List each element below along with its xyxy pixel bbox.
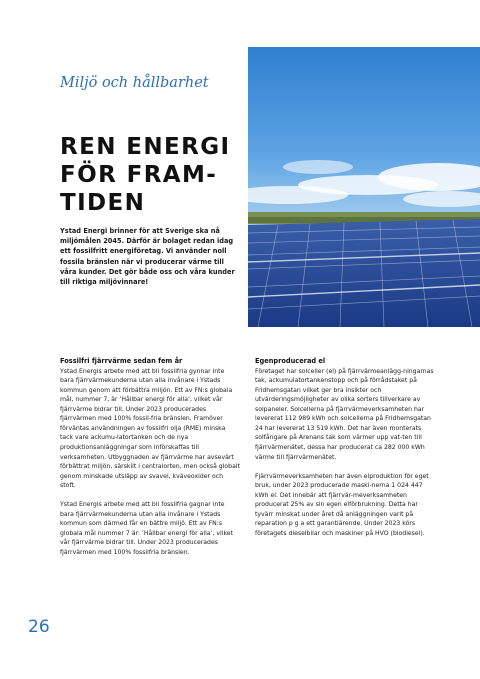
fossil-free-district-heating-column <box>60 357 240 557</box>
headline-line-3: TIDEN <box>60 190 146 216</box>
headline-line-1: REN ENERGI <box>60 134 231 160</box>
column-heading: Egenproducerad el <box>255 357 326 365</box>
page-headline <box>60 133 240 217</box>
headline-line-2: FÖR FRAM- <box>60 162 218 188</box>
body-paragraph: Ystad Energis arbete med att bli fossilfria gagnar inte bara fjärrvärmekunderna utan alla invånare i Ystads kommun som därmed får en bättre miljö. Ett av FN:s globala mål nummer 7 är: ’Hållbar energi för alla’, vilket vår fjärrvärme bidrar till. Under 2023 producerades fjärrvärmen med 100% fossilfria bränslen. <box>60 501 233 556</box>
body-paragraph: Ystad Energis arbete med att bli fossilfria gynnar inte bara fjärrvärmekunderna utan alla invånare i Ystads kommun genom att förbättra miljön. Ett av FN:s globala mål, nummer 7, är ’Hållbar energi för alla’, vilket vår fjärrvärme bidrar till. Under 2023 producerades fjärrvärmen med 100% fossil-fria bränslen. Framöver förväntas användningen av fossilfri olja (RME) minska tack vare ackumu-latortanken och de nya produktionsanläggningar som införskaffas till verksamheten. Utbyggnaden av fjärrvärme har avsevärt förbättrat miljön, särskilt i centralorten, men också globalt genom minskade utsläpp av svavel, kväveoxider och stoft. <box>60 367 240 490</box>
column-heading: Fossilfri fjärrvärme sedan fem år <box>60 357 183 365</box>
body-paragraph: Fjärrvärmeverksamheten har även elproduktion för eget bruk, under 2023 producerade maski-nerna 1 024 447 kWh el. Det innebär att fjärrvär-meverksamheten producerat 25% av sin egen elförbrukning. Detta har tyvärr minskat under året då anläggningen varit på reparation p g a ett garantiärende. Under 2023 körs företagets dieselbilar och maskiner på HVO (biodiesel). <box>255 472 429 537</box>
solar-panels-photo <box>248 47 480 327</box>
self-produced-electricity-column <box>255 357 435 538</box>
page-number: 26 <box>28 617 50 637</box>
section-kicker: Miljö och hållbarhet <box>60 75 209 91</box>
lead-paragraph: Ystad Energi brinner för att Sverige ska nå miljömålen 2045. Därför är bolaget redan idag ett fossilfritt energiföretag. Vi använder noll fossila bränslen när vi producerar värme till våra kunder. Det gör både oss och våra kunder till riktiga miljövinnare! <box>60 227 235 287</box>
body-paragraph: Företaget har solceller (el) på fjärrvärmeanlägg-ningarnas tak, ackumulatortankenstopp och på förrådstaket på Fridhemsgatan vilket ger bra insikter och utvärderingsmöjligheter av olika sorters tillverkare av solpaneler. Solcellerna på fjärrvärmeverksamheten har levererat 112 989 kWh och solcellerna på Fridhemsgatan 24 har levererat 13 519 kWh. Det har även monterats solfångare på Arenans tak som värmer upp vat-ten till fjärrvärmenätet, dessa har producerat ca 282 000 kWh värme till fjärrvärmenätet. <box>255 367 434 461</box>
